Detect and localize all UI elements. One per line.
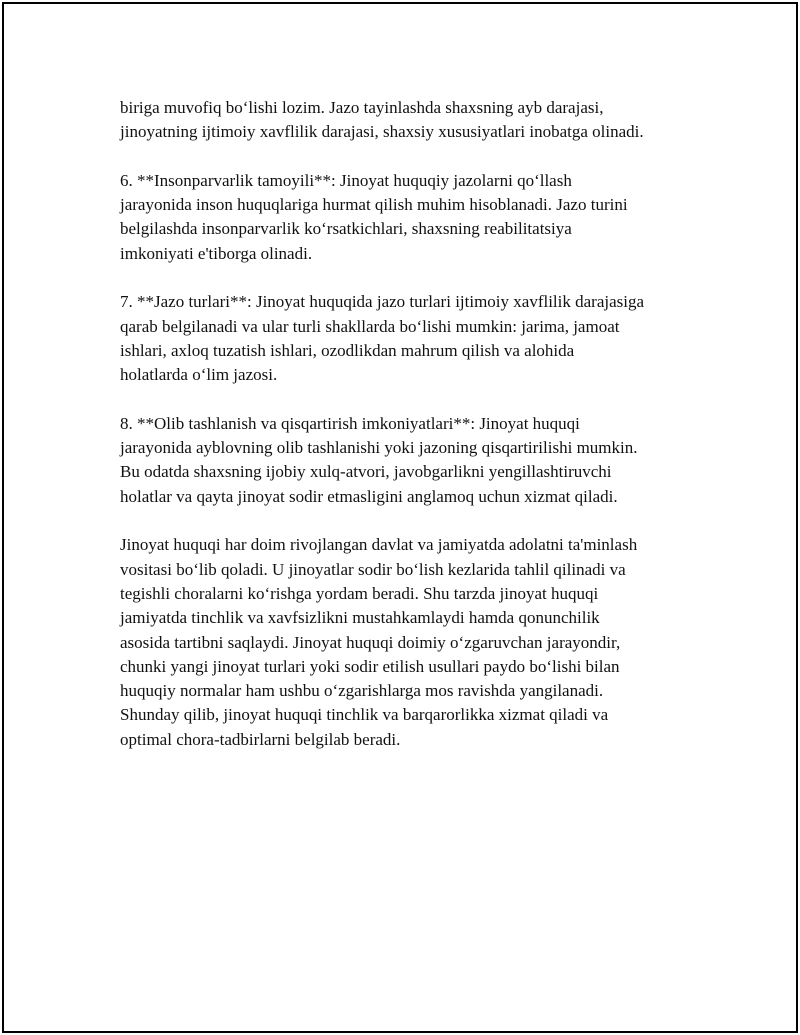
paragraph-olib-tashlanish: 8. **Olib tashlanish va qisqartirish imkoniyatlari**: Jinoyat huquqi jarayonida ayblovning olib tashlanishi yoki jazoning qisqartirilishi mumkin. Bu odatda shaxsning ijobiy xulq-atvori, javobgarlikni yengillashtiruvchi holatlar va qayta jinoyat sodir etmasligini anglamoq uchun xizmat qiladi. (120, 413, 638, 506)
paragraph-continuation: biriga muvofiq bo‘lishi lozim. Jazo tayinlashda shaxsning ayb darajasi, jinoyatning ijtimoiy xavflilik darajasi, shaxsiy xususiyatlari inobatga olinadi. (120, 98, 644, 142)
document-body (120, 96, 700, 776)
document-page (2, 2, 798, 1033)
paragraph-insonparvarlik-tamoyili: 6. **Insonparvarlik tamoyili**: Jinoyat huquqiy jazolarni qo‘llash jarayonida inson huquqlariga hurmat qilish muhim hisoblanadi. Jazo turini belgilashda insonparvarlik ko‘rsatkichlari, shaxsning reabilitatsiya imkoniyati e'tiborga olinadi. (120, 170, 628, 263)
paragraph-conclusion: Jinoyat huquqi har doim rivojlangan davlat va jamiyatda adolatni ta'minlash vositasi bo‘lib qoladi. U jinoyatlar sodir bo‘lish kezlarida tahlil qilinadi va tegishli choralarni ko‘rishga yordam beradi. Shu tarzda jinoyat huquqi jamiyatda tinchlik va xavfsizlikni mustahkamlaydi hamda qonunchilik asosida tartibni saqlaydi. Jinoyat huquqi doimiy o‘zgaruvchan jarayondir, chunki yangi jinoyat turlari yoki sodir etilish usullari paydo bo‘lishi bilan huquqiy normalar ham ushbu o‘zgarishlarga mos ravishda yangilanadi. Shunday qilib, jinoyat huquqi tinchlik va barqarorlikka xizmat qiladi va optimal chora-tadbirlarni belgilab beradi. (120, 535, 638, 749)
paragraph-jazo-turlari: 7. **Jazo turlari**: Jinoyat huquqida jazo turlari ijtimoiy xavflilik darajasiga qarab belgilanadi va ular turli shakllarda bo‘lishi mumkin: jarima, jamoat ishlari, axloq tuzatish ishlari, ozodlikdan mahrum qilish va alohida holatlarda o‘lim jazosi. (120, 292, 645, 385)
